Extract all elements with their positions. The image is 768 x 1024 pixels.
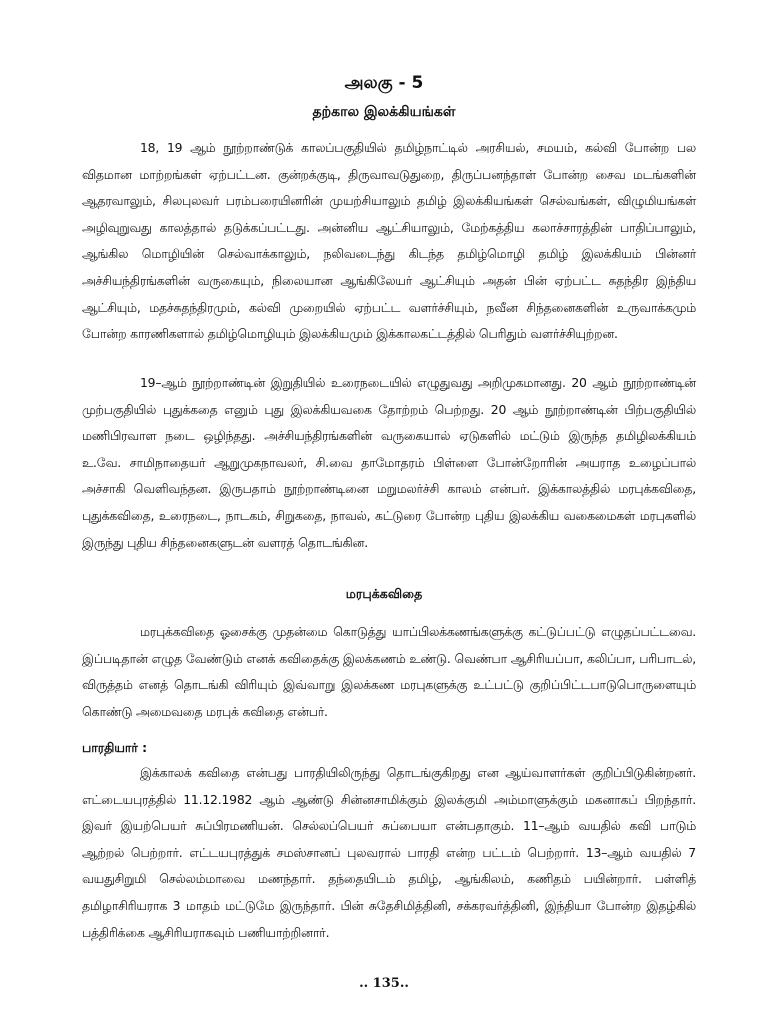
section-heading: மரபுக்கவிதை	[345, 586, 423, 601]
unit-subtitle: தற்கால இலக்கியங்கள்	[312, 104, 456, 120]
paragraph-traditional-poetry	[82, 619, 696, 725]
page-number: .. 135..	[359, 976, 409, 991]
paragraph-intro	[82, 135, 696, 348]
paragraph-prose-history	[82, 370, 696, 556]
sub-heading-bharathiyar: பாரதியார் :	[82, 740, 148, 755]
unit-title: அலகு - 5	[344, 73, 424, 93]
paragraph-text: இக்காலக் கவிதை என்பது பாரதியிலிருந்து தொடங்குகிறது என ஆய்வாளர்கள் குறிப்பிடுகின்றனர். எட்டையபுரத்தில் 11.12.1982 ஆம் ஆண்டு சின்னசாமிக்கும் இலக்குமி அம்மாளுக்கும் மகனாகப் பிறந்தார். இவர் இயற்பெயர் சுப்பிரமணியன். செல்லப்பெயர் சுப்பையா என்பதாகும். 11–ஆம் வயதில் கவி பாடும் ஆற்றல் பெற்றார். எட்டயபுரத்துக் சமஸ்சானப் புலவரால் பாரதி என்ற பட்டம் பெற்றார். 13–ஆம் வயதில் 7 வயதுசிறுமி செல்லம்மாவை மணந்தார். தந்தையிடம் தமிழ், ஆங்கிலம், கணிதம் பயின்றார். பள்ளித் தமிழாசிரியராக 3 மாதம் மட்டுமே இருந்தார். பின் சுதேசிமித்தினி, சக்கரவர்த்தினி, இந்தியா போன்ற இதழ்கில் பத்திரிக்கை ஆசிரியராகவும் பணியாற்றினார்.	[82, 765, 696, 940]
paragraph-text: 18, 19 ஆம் நூற்றாண்டுக் காலப்பகுதியில் தமிழ்நாட்டில் அரசியல், சமயம், கல்வி போன்ற பல விதமான மாற்றங்கள் ஏற்பட்டன. குன்றக்குடி, திருவாவடுதுறை, திருப்பனந்தாள் போன்ற சைவ மடங்களின் ஆதரவாலும், சிலபுலவர் பரம்பரையினரின் முயற்சியாலும் தமிழ் இலக்கியங்கள் செல்வங்கள், விழுமியங்கள் அழிவுறுவது காலத்தால் தடுக்கப்பட்டது. அன்னிய ஆட்சியாலும், மேற்கத்திய கலாச்சாரத்தின் பாதிப்பாலும், ஆங்கில மொழியின் செல்வாக்காலும், நலிவடைந்து கிடந்த தமிழ்மொழி தமிழ் இலக்கியம் பின்னர் அச்சியந்திரங்களின் வருகையும், நிலையான ஆங்கிலேயர் ஆட்சியும் அதன் பின் ஏற்பட்ட சுதந்திர இந்திய ஆட்சியும், மதச்சுதந்திரமும், கல்வி முறையில் ஏற்பட்ட வளர்ச்சியும், நவீன சிந்தனைகளின் உருவாக்கமும் போன்ற காரணிகளால் தமிழ்மொழியும் இலக்கியமும் இக்காலகட்டத்தில் பெரிதும் வளர்ச்சியுற்றன.	[82, 140, 696, 342]
paragraph-bharathiyar	[82, 760, 696, 946]
paragraph-text: மரபுக்கவிதை ஓசைக்கு முதன்மை கொடுத்து யாப்பிலக்கணங்களுக்கு கட்டுப்பட்டு எழுதப்பட்டவை. இப்படிதான் எழுத வேண்டும் எனக் கவிதைக்கு இலக்கணம் உண்டு. வெண்பா ஆசிரியப்பா, கலிப்பா, பரிபாடல், விருத்தம் எனத் தொடங்கி விரியும் இவ்வாறு இலக்கண மரபுகளுக்கு உட்பட்டு குறிப்பிட்டபாடுபொருளையும் கொண்டு அமைவதை மரபுக் கவிதை என்பர்.	[82, 624, 696, 719]
paragraph-text: 19–ஆம் நூற்றாண்டின் இறுதியில் உரைநடையில் எழுதுவது அறிமுகமானது. 20 ஆம் நூற்றாண்டின் முற்பகுதியில் புதுக்கதை எனும் புது இலக்கியவகை தோற்றம் பெற்றது. 20 ஆம் நூற்றாண்டின் பிற்பகுதியில் மணிபிரவாள நடை ஒழிந்தது. அச்சியந்திரங்களின் வருகையால் ஏடுகளில் மட்டும் இருந்த தமிழிலக்கியம் உ.வே. சாமிநாதையர் ஆறுமுகநாவலர், சி.வை தாமோதரம் பிள்ளை போன்றோரின் அயராத உழைப்பால் அச்சாகி வெளிவந்தன. இருபதாம் நூற்றாண்டினை மறுமலர்ச்சி காலம் என்பர். இக்காலத்தில் மரபுக்கவிதை, புதுக்கவிதை, உரைநடை, நாடகம், சிறுகதை, நாவல், கட்டுரை போன்ற புதிய இலக்கிய வகைமைகள் மரபுகளில் இருந்து புதிய சிந்தனைகளுடன் வளரத் தொடங்கின.	[82, 375, 696, 550]
